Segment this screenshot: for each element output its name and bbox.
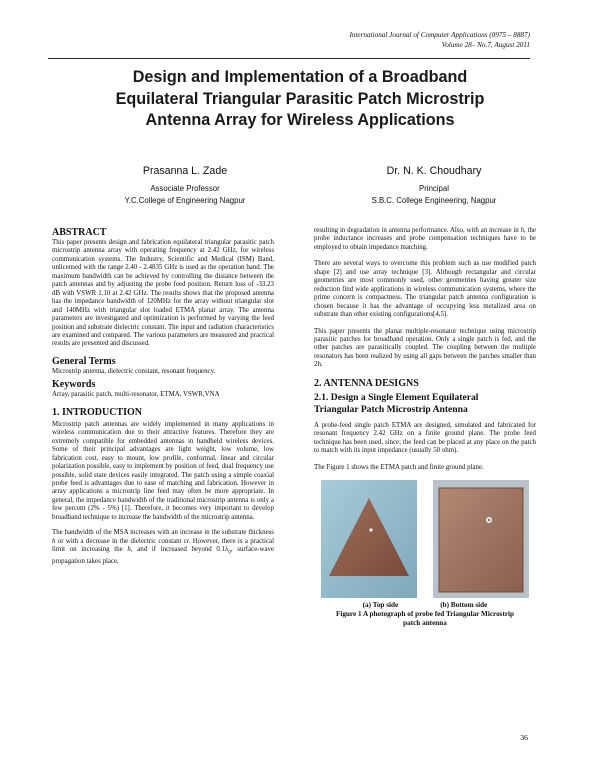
figure-caption: Figure 1 A photograph of probe fed Triangular Microstrip patch antenna — [335, 610, 515, 628]
ground-plane-illustration — [433, 480, 529, 598]
title-line-2: Equilateral Triangular Parasitic Patch Microstrip — [115, 89, 485, 108]
feed-point — [369, 528, 372, 531]
antenna-designs-paragraph-2: The Figure 1 shows the ETMA patch and finite ground plane. — [314, 463, 484, 471]
triangular-patch-illustration — [321, 480, 417, 598]
journal-header — [349, 30, 530, 50]
introduction-heading: 1. INTRODUCTION — [52, 406, 143, 418]
bottom-side-photo — [433, 480, 529, 598]
introduction-paragraph-1: Microstrip patch antennas are widely implemented in many applications in wireless communication due to their attractive features. Therefore they are extremely compatible for embedded antennas in handheld wireless devices. Some of their principal advantages are light weight, low volume, low fabrication cost, easy to mount, low profile, conformal, linear and circular polarization possible, easy to implement by position of feed, dual frequency use possible, solid state devices easily integrated. The patch using a simple coaxial probe feed is advantages due to ease of matching and fabrication. However in array applications a microstrip line feed may often be more appropriate. In general, the impedance bandwidth of the traditional microstrip antenna is only a few percent (2% - 5%) [1]. Therefore, it becomes very important to develop broadband technique to increase the bandwidth of the microstrip antenna. — [52, 420, 274, 521]
antenna-designs-heading: 2. ANTENNA DESIGNS — [314, 377, 419, 389]
antenna-designs-paragraph-1: A probe-feed single patch ETMA are designed, simulated and fabricated for resonant frequency 2.42 GHz on a finite ground plane. The probe feed technique has been used, since; the feed can be placed at any place on the patch to match with its input impedance (usually 50 ohm). — [314, 421, 536, 455]
general-terms-text: Microstrip antenna, dielectric constant, resonant frequency. — [52, 367, 216, 375]
author-position: Associate Professor — [150, 184, 220, 193]
author-name: Prasanna L. Zade — [142, 165, 228, 177]
introduction-paragraph-3: resulting in degradation in antenna performance. Also, with an increase in h, the probe inductance increases and probe compensation techniques have to be employed to obtain impedance matching. — [314, 227, 536, 251]
abstract-text: This paper presents design and fabrication equilateral triangular parasitic patch microstrip antenna array with operating frequency at 2.42 GHz, for wireless communication systems. The Industry, Scientific and Medical (ISM) Band, unlicensed with the range 2.40 - 2.4835 GHz is used as the operation band. The maximum bandwidth can be achieved by controlling the distance between the patch antennas and by adjusting the probe feed position. Return loss of -33.23 dB with VSWR 1.10 at 2.42 GHz. The results shows that the proposed antenna has the impedance bandwidth of 120MHz for the array without triangular slot and 140MHz with triangular slot loaded ETMA planar array. The antenna parameters are investigated and optimization is performed by varying the feed position and substrate dielectric constant. The input and radiation characteristics are examined and compared. The various parameters are measured and practical results are presented and discussed. — [52, 239, 274, 348]
journal-name: International Journal of Computer Applications (0975 – 8887) — [349, 31, 530, 39]
author-affiliation: Y.C.College of Engineering Nagpur — [124, 195, 246, 205]
title-line-3: Antenna Array for Wireless Applications — [145, 111, 455, 129]
subcaption-b: (b) Bottom side — [440, 601, 488, 610]
journal-volume: Volume 28– No.7, August 2011 — [441, 41, 530, 49]
title-line-1: Design and Implementation of a Broadband — [132, 68, 468, 86]
author-affiliation: S.B.C. College Engineering, Nagpur — [371, 195, 497, 205]
keywords-text: Array, parasitic patch, multi-resonator, ETMA, VSWR,VNA — [52, 391, 220, 399]
author-position: Principal — [419, 184, 449, 193]
author-block-2 — [314, 164, 554, 206]
paper-title — [60, 67, 540, 132]
introduction-paragraph-5: This paper presents the planar multiple-resonator technique using microstrip parasitic patches for broadband operation. Only a single patch is fed, and the other patches are parasitically coupled. The coupling between the multiple resonators has been realized by using all gaps between the patches smaller than 2h. — [314, 327, 536, 369]
single-element-subheading: 2.1. Design a Single Element Equilateral Triangular Patch Microstrip Antenna — [314, 391, 479, 415]
figure-subcaptions — [314, 601, 536, 610]
keywords-heading: Keywords — [52, 379, 96, 391]
author-name: Dr. N. K. Choudhary — [386, 165, 482, 177]
page-number: 36 — [520, 733, 528, 742]
introduction-paragraph-4: There are several ways to overcome this problem such as use modified patch shape [2] and use array technique [3]. Although rectangular and circular geometries are most commonly used, other geometries having greater size reduction find wide applications in wireless communication systems, where the prime concern is compactness. The triangular patch antenna configuration is chosen because it has the advantage of occupying less metalized area on substrate than other existing configurations[4,5]. — [314, 260, 536, 319]
right-column — [314, 227, 536, 628]
general-terms-heading: General Terms — [52, 355, 116, 367]
ground-plane — [439, 488, 523, 592]
left-column — [52, 227, 274, 573]
figure-1 — [314, 480, 536, 598]
top-side-photo — [321, 480, 417, 598]
subcaption-a: (a) Top side — [362, 601, 399, 610]
author-block-1 — [65, 164, 305, 206]
introduction-paragraph-2: The bandwidth of the MSA increases with an increase in the substrate thickness h or with a decrease in the dielectric constant εr. However, there is a practical limit on increasing the h, and if increased beyond $0.1\lambda_0$, surface-wave propagation takes place, — [52, 529, 275, 565]
header-rule — [48, 58, 530, 59]
abstract-heading: ABSTRACT — [52, 227, 107, 238]
